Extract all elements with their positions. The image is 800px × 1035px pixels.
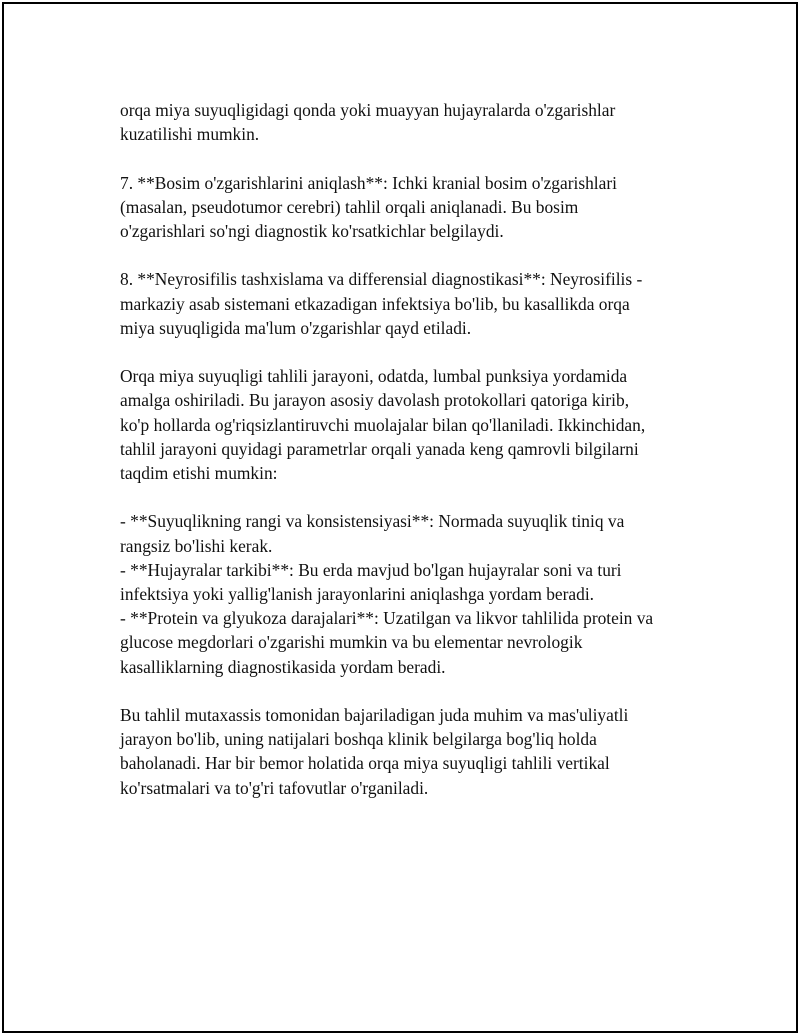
paragraph-closing: Bu tahlil mutaxassis tomonidan bajariladigan juda muhim va mas'uliyatli jarayon bo'lib, uning natijalari boshqa klinik belgilarga bog'liq holda baholanadi. Har bir bemor holatida orqa miya suyuqligi tahlili vertikal ko'rsatmalari va to'g'ri tafovutlar o'rganiladi. [120, 705, 629, 798]
bullet-item: - **Suyuqlikning rangi va konsistensiyasi**: Normada suyuqlik tiniq va rangsiz bo'lishi kerak. [120, 511, 625, 556]
document-page [2, 2, 798, 1033]
document-body [120, 98, 700, 824]
bullet-item: - **Protein va glyukoza darajalari**: Uzatilgan va likvor tahlilida protein va glucose megdorlari o'zgarishi mumkin va bu elementar nevrologik kasalliklarning diagnostikasida yordam beradi. [120, 608, 654, 677]
paragraph-item-8: 8. **Neyrosifilis tashxislama va differensial diagnostikasi**: Neyrosifilis - markaziy asab sistemani etkazadigan infektsiya bo'lib, bu kasallikda orqa miya suyuqligida ma'lum o'zgarishlar qayd etiladi. [120, 269, 643, 338]
paragraph-procedure: Orqa miya suyuqligi tahlili jarayoni, odatda, lumbal punksiya yordamida amalga oshiriladi. Bu jarayon asosiy davolash protokollari qatoriga kirib, ko'p hollarda og'riqsizlantiruvchi muolajalar bilan qo'llaniladi. Ikkinchidan, tahlil jarayoni quyidagi parametrlar orqali yanada keng qamrovli bilgilarni taqdim etishi mumkin: [120, 366, 646, 483]
paragraph-continuation: orqa miya suyuqligidagi qonda yoki muayyan hujayralarda o'zgarishlar kuzatilishi mumkin. [120, 100, 616, 145]
bullet-item: - **Hujayralar tarkibi**: Bu erda mavjud bo'lgan hujayralar soni va turi infektsiya yoki yallig'lanish jarayonlarini aniqlashga yordam beradi. [120, 559, 622, 604]
paragraph-item-7: 7. **Bosim o'zgarishlarini aniqlash**: Ichki kranial bosim o'zgarishlari (masalan, pseudotumor cerebri) tahlil orqali aniqlanadi. Bu bosim o'zgarishlari so'ngi diagnostik ko'rsatkichlar belgilaydi. [120, 172, 617, 241]
bullet-list [120, 509, 700, 678]
